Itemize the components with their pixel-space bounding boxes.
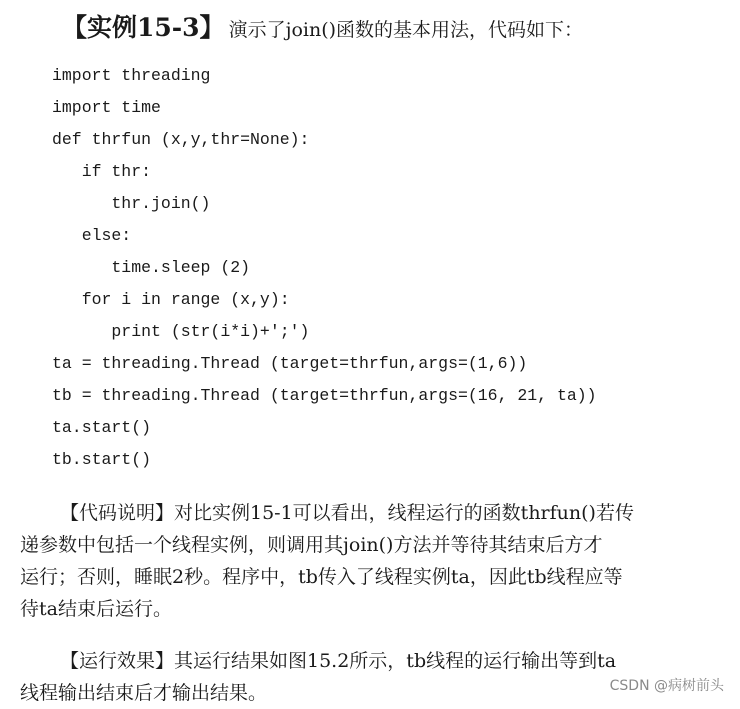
code-line: print (str(i*i)+';') [52, 322, 310, 341]
code-line: tb.start() [52, 450, 152, 469]
example-heading [62, 8, 583, 44]
code-block [52, 60, 597, 476]
example-lead-text: 演示了join()函数的基本用法，代码如下： [228, 19, 584, 41]
code-line: import threading [52, 66, 211, 85]
example-label: 【实例15-3】 [62, 13, 225, 42]
code-line: if thr: [52, 162, 152, 181]
paragraph-line: 线程输出结束后才输出结果。 [20, 682, 268, 704]
code-line: else: [52, 226, 132, 245]
code-line: tb = threading.Thread (target=thrfun,args=(16, 21, ta)) [52, 386, 597, 405]
code-line: time.sleep (2) [52, 258, 251, 277]
code-line: thr.join() [52, 194, 211, 213]
code-line: ta = threading.Thread (target=thrfun,args=(1,6)) [52, 354, 528, 373]
code-line: import time [52, 98, 161, 117]
code-explanation-paragraph [20, 497, 660, 625]
code-line: ta.start() [52, 418, 152, 437]
code-line: def thrfun (x,y,thr=None): [52, 130, 310, 149]
paragraph-line: 递参数中包括一个线程实例，则调用其join()方法并等待其结束后方才 [20, 534, 603, 556]
paragraph-line: 运行；否则，睡眠2秒。程序中，tb传入了线程实例ta，因此tb线程应等 [20, 566, 623, 588]
paragraph-line: 待ta结束后运行。 [20, 598, 172, 620]
paragraph-line: 【代码说明】对比实例15-1可以看出，线程运行的函数thrfun()若传 [60, 502, 634, 524]
run-result-paragraph [20, 645, 660, 709]
code-line: for i in range (x,y): [52, 290, 290, 309]
source-watermark: CSDN @病树前头 [609, 678, 724, 694]
paragraph-line: 【运行效果】其运行结果如图15.2所示，tb线程的运行输出等到ta [60, 650, 617, 672]
